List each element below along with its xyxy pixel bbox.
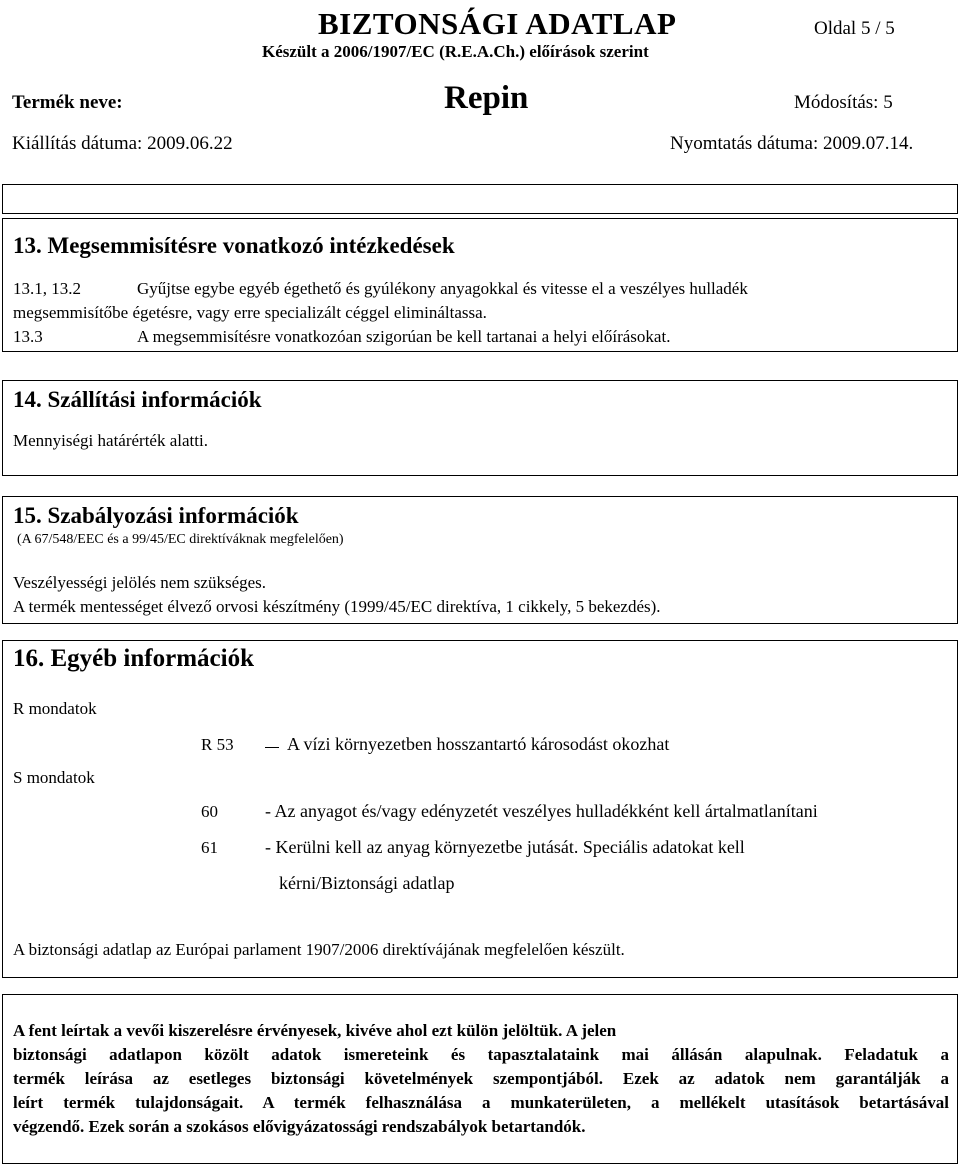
s13-item1-text-cont: megsemmisítőbe égetésre, vagy erre specializált céggel elimináltassa. — [13, 303, 487, 322]
s61-text: - Kerülni kell az anyag környezetbe jutását. Speciális adatokat kell — [265, 837, 745, 857]
section-15-box — [2, 496, 958, 624]
s13-item1-number: 13.1, 13.2 — [13, 279, 81, 298]
section-14-title: 14. Szállítási információk — [13, 387, 262, 412]
s61-code: 61 — [201, 838, 218, 857]
r53-code: R 53 — [201, 735, 234, 754]
s15-line1: Veszélyességi jelölés nem szükséges. — [13, 573, 267, 592]
disclaimer-line-5: végzendő. Ezek során a szokásos elővigyázatossági rendszabályok betartandók. — [13, 1117, 586, 1136]
s15-subtitle: (A 67/548/EEC és a 99/45/EC direktíváknak megfelelően) — [17, 532, 344, 547]
disclaimer-box — [2, 994, 958, 1164]
disclaimer-line-2: biztonsági adatlapon közölt adatok ismereteink és tapasztalataink mai állásán alapulnak. Feladatuk a — [13, 1045, 949, 1064]
document-subtitle: Készült a 2006/1907/EC (R.E.A.Ch.) előírások szerint — [262, 42, 649, 61]
revision-number: Módosítás: 5 — [794, 92, 893, 113]
s16-note: A biztonsági adatlap az Európai parlament 1907/2006 direktívájának megfelelően készült. — [13, 940, 625, 959]
product-name: Repin — [444, 80, 529, 116]
s60-text: - Az anyagot és/vagy edényzetét veszélyes hulladékként kell ártalmatlanítani — [265, 801, 818, 821]
header-blank-box — [2, 184, 958, 214]
s13-item2-text: A megsemmisítésre vonatkozóan szigorúan be kell tartanai a helyi előírásokat. — [137, 327, 671, 346]
section-15-title: 15. Szabályozási információk — [13, 503, 299, 528]
section-13-title: 13. Megsemmisítésre vonatkozó intézkedések — [13, 233, 455, 258]
product-label: Termék neve: — [12, 92, 123, 113]
section-13-box — [2, 218, 958, 352]
r-phrases-label: R mondatok — [13, 699, 97, 718]
s13-item2-number: 13.3 — [13, 327, 43, 346]
print-date: Nyomtatás dátuma: 2009.07.14. — [670, 133, 914, 154]
section-14-box — [2, 380, 958, 476]
page-number: Oldal 5 / 5 — [814, 18, 895, 39]
r53-text: A vízi környezetben hosszantartó károsodást okozhat — [287, 734, 670, 754]
s60-code: 60 — [201, 802, 218, 821]
s-phrases-label: S mondatok — [13, 768, 95, 787]
disclaimer-line-4: leírt termék tulajdonságait. A termék felhasználása a munkaterületen, a mellékelt utasítások betartásával — [13, 1093, 949, 1112]
r53-dash — [265, 747, 279, 748]
s13-item1-text: Gyűjtse egybe egyéb égethető és gyúlékony anyagokkal és vitesse el a veszélyes hulladék — [137, 279, 748, 298]
s15-line2: A termék mentességet élvező orvosi készítmény (1999/45/EC direktíva, 1 cikkely, 5 bekezdés). — [13, 597, 661, 616]
s61-text-cont: kérni/Biztonsági adatlap — [279, 873, 455, 893]
section-16-title: 16. Egyéb információk — [13, 645, 254, 672]
disclaimer-line-1: A fent leírtak a vevői kiszerelésre érvényesek, kivéve ahol ezt külön jelöltük. A jelen — [13, 1021, 617, 1040]
section-16-box — [2, 640, 958, 978]
issue-date: Kiállítás dátuma: 2009.06.22 — [12, 133, 233, 154]
document-title: BIZTONSÁGI ADATLAP — [318, 6, 677, 41]
disclaimer-line-3: termék leírása az esetleges biztonsági követelmények szempontjából. Ezek az adatok nem garantálják a — [13, 1069, 949, 1088]
s14-text: Mennyiségi határérték alatti. — [13, 431, 208, 450]
